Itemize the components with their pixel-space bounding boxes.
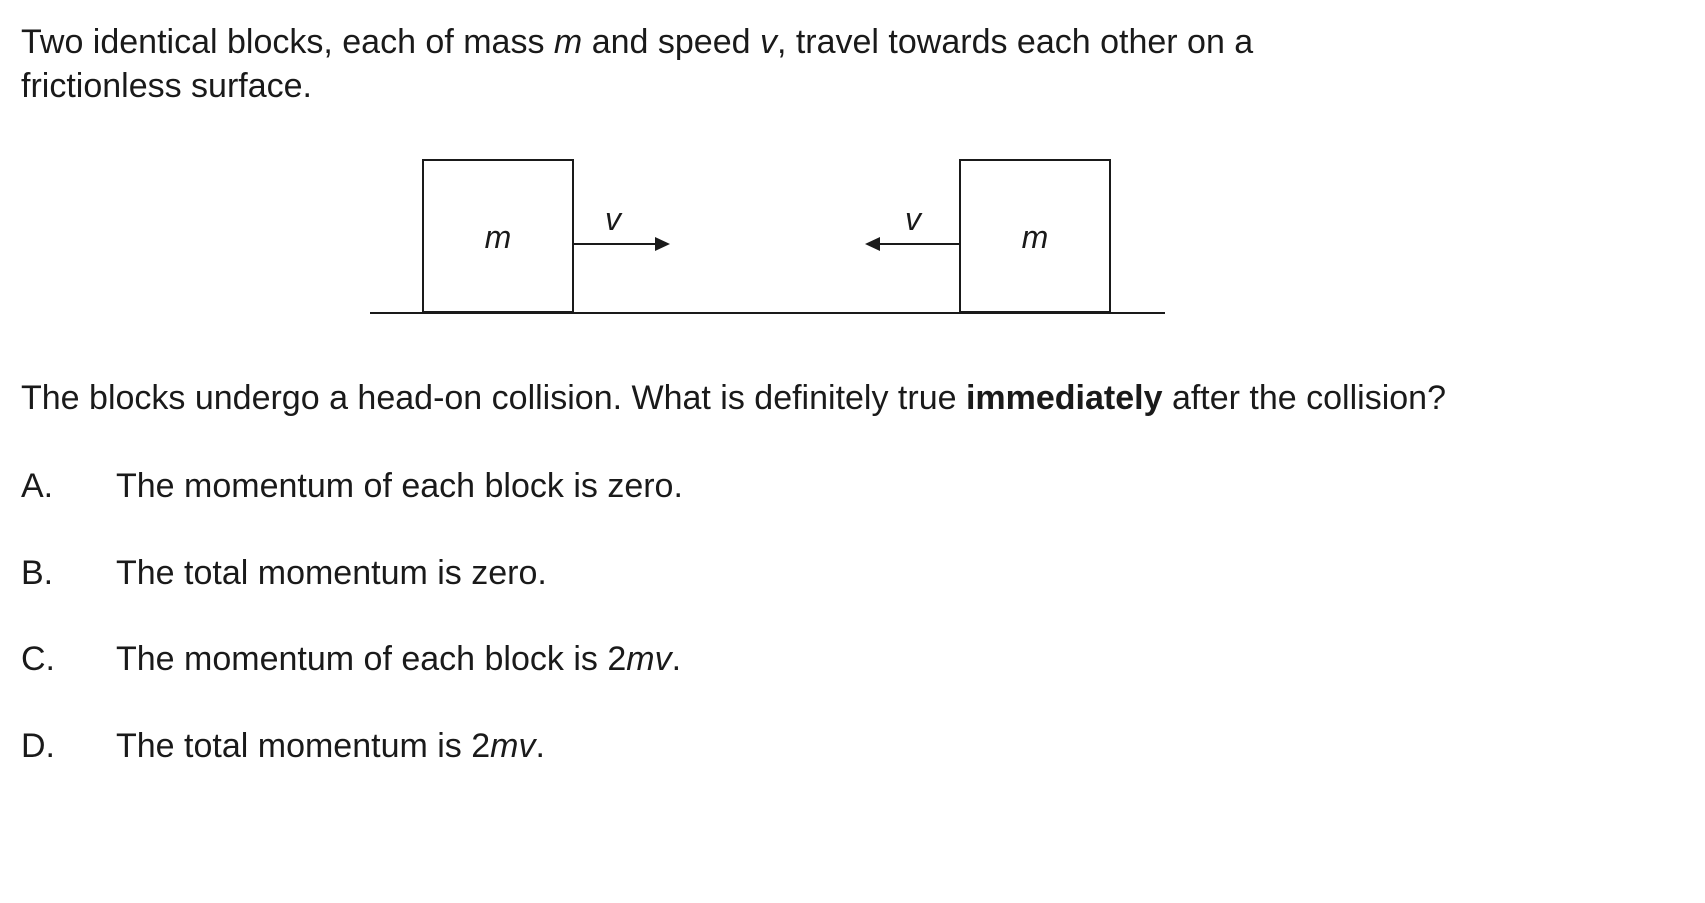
question-emphasis: immediately — [965, 379, 1163, 417]
question-text-2: after the collision? — [1162, 379, 1446, 417]
intro-text-3: , travel towards each other on a frictionless surface. — [21, 23, 1254, 105]
left-block-label: m — [484, 219, 512, 255]
option-variable: mv — [626, 640, 672, 678]
option-text: The total momentum is zero. — [116, 554, 547, 592]
left-velocity-label: v — [605, 201, 621, 237]
left-velocity-arrow — [573, 237, 670, 251]
collision-diagram — [360, 150, 1180, 330]
option-letter: B. — [21, 554, 54, 592]
option-text: The momentum of each block is — [116, 640, 608, 678]
right-block-label: m — [1021, 219, 1049, 255]
mass-symbol: m — [553, 23, 583, 61]
question-text — [21, 376, 1671, 420]
option-b[interactable] — [21, 551, 547, 595]
option-coefficient: 2 — [607, 640, 627, 678]
right-velocity-label: v — [905, 201, 921, 237]
option-d[interactable] — [21, 724, 545, 768]
option-coefficient: 2 — [471, 727, 491, 765]
speed-symbol: v — [759, 23, 777, 61]
option-letter: C. — [21, 640, 55, 678]
option-end: . — [535, 727, 545, 765]
right-velocity-arrow — [865, 237, 960, 251]
option-a[interactable] — [21, 464, 683, 508]
intro-text-1: Two identical blocks, each of mass — [21, 23, 554, 61]
option-end: . — [671, 640, 682, 678]
option-text: The total momentum is — [116, 727, 472, 765]
option-variable: mv — [490, 727, 536, 765]
option-text: The momentum of each block is zero. — [116, 467, 683, 505]
option-c[interactable] — [21, 637, 681, 681]
problem-statement — [21, 20, 1421, 108]
intro-text-2: and speed — [582, 23, 760, 61]
question-text-1: The blocks undergo a head-on collision. What is definitely true — [21, 379, 966, 417]
option-letter: D. — [21, 727, 55, 765]
option-letter: A. — [21, 467, 54, 505]
